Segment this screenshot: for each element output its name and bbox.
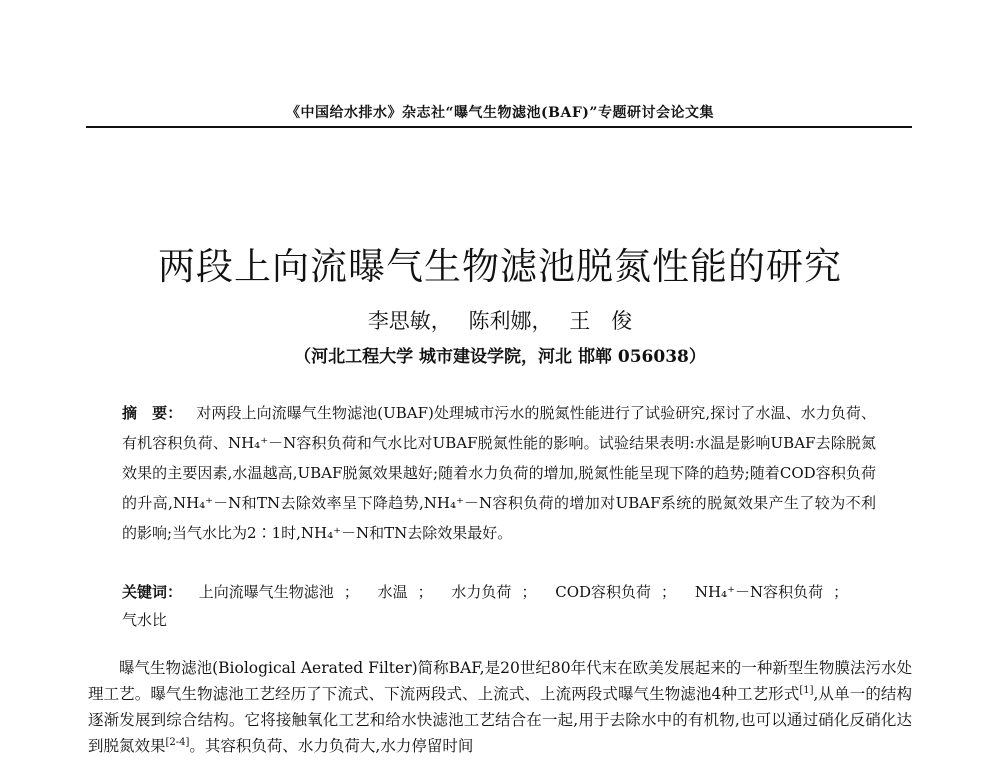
author-list bbox=[0, 305, 1000, 335]
keyword: 上向流曝气生物滤池 bbox=[198, 583, 334, 601]
citation: [1] bbox=[799, 684, 814, 696]
keyword-separator: ； bbox=[417, 583, 433, 601]
keyword: 气水比 bbox=[122, 611, 168, 629]
abstract-label: 摘 要： bbox=[122, 404, 183, 422]
keywords-label: 关键词： bbox=[122, 583, 183, 601]
citation: [2-4] bbox=[165, 736, 190, 748]
affiliation: （河北工程大学 城市建设学院，河北 邯郸 056038） bbox=[294, 347, 706, 367]
keyword-separator: ； bbox=[521, 583, 537, 601]
body-text-segment: ,从单一的结构逐渐发展到综合结构。它将接触氧化工艺和给水快滤池工艺结合在一起,用于去除水中的有机物,也可以通过硝化反硝化达到脱氮效果 bbox=[88, 685, 912, 755]
running-header: 《中国给水排水》杂志社“曝气生物滤池(BAF)”专题研讨会论文集 bbox=[286, 105, 714, 121]
body-text-segment: 曝气生物滤池(Biological Aerated Filter)简称BAF,是20世纪80年代末在欧美发展起来的一种新型生物膜法污水处理工艺。曝气生物滤池工艺经历了下流式、下流两段式、上流式、上流两段式曝气生物滤池4种工艺形式 bbox=[88, 659, 912, 703]
keyword: COD容积负荷 bbox=[555, 583, 652, 601]
author-name: 李思敏， bbox=[367, 309, 452, 333]
author-name: 陈利娜， bbox=[468, 309, 553, 333]
keyword-separator: ； bbox=[833, 583, 849, 601]
abstract bbox=[122, 398, 876, 548]
keyword: 水力负荷 bbox=[451, 583, 512, 601]
header-rule bbox=[86, 126, 912, 128]
paper-title: 两段上向流曝气生物滤池脱氮性能的研究 bbox=[158, 245, 842, 288]
keyword: 水温 bbox=[377, 583, 408, 601]
abstract-text: 对两段上向流曝气生物滤池(UBAF)处理城市污水的脱氮性能进行了试验研究,探讨了水温、水力负荷、有机容积负荷、NH₄⁺－N容积负荷和气水比对UBAF脱氮性能的影响。试验结果表明:水温是影响UBAF去除脱氮效果的主要因素,水温越高,UBAF脱氮效果越好;随着水力负荷的增加,脱氮性能呈现下降的趋势;随着COD容积负荷的升高,NH₄⁺－N和TN去除效率呈下降趋势,NH₄⁺－N容积负荷的增加对UBAF系统的脱氮效果产生了较为不利的影响;当气水比为2∶1时,NH₄⁺－N和TN去除效果最好。 bbox=[122, 404, 876, 542]
keyword: NH₄⁺－N容积负荷 bbox=[694, 583, 824, 601]
keyword-separator: ； bbox=[661, 583, 677, 601]
body-paragraph bbox=[88, 655, 912, 759]
body-text-segment: 。其容积负荷、水力负荷大,水力停留时间 bbox=[189, 737, 474, 755]
keyword-separator: ； bbox=[343, 583, 359, 601]
author-name: 王 俊 bbox=[569, 309, 633, 333]
keywords bbox=[122, 578, 876, 634]
